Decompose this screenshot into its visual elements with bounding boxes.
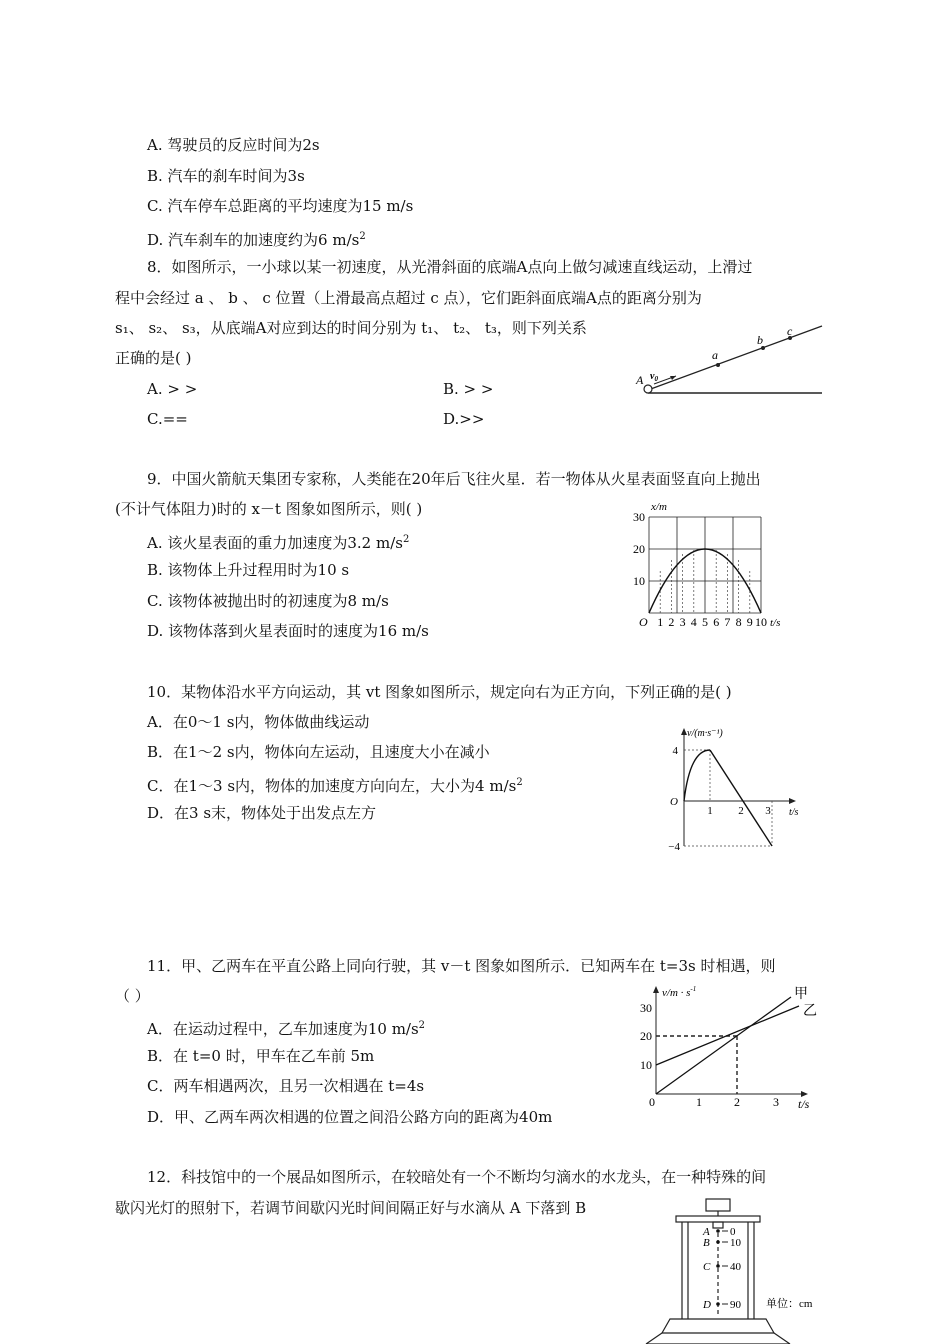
q7-option-d-sup: 2 bbox=[359, 231, 366, 242]
q12-stem-line2: 歇闪光灯的照射下，若调节间歇闪光时间间隔正好与水滴从 A 下落到 B bbox=[115, 1199, 587, 1217]
fig12-mark-10: 10 bbox=[730, 1237, 741, 1249]
fig11-ytick-10: 10 bbox=[640, 1058, 652, 1072]
fig8-label-b: b bbox=[757, 333, 763, 347]
fig12-point-C: C bbox=[703, 1261, 711, 1273]
q7-option-a: A. 驾驶员的反应时间为2s bbox=[147, 136, 320, 154]
q11-option-c: C．两车相遇两次，且另一次相遇在 t=4s bbox=[147, 1077, 425, 1095]
fig9-xtick-7: 7 bbox=[724, 615, 731, 629]
q11-option-a-sup: 2 bbox=[418, 1020, 426, 1031]
fig9-xtick-1: 1 bbox=[657, 615, 664, 629]
fig11-xtick-1: 1 bbox=[696, 1095, 702, 1109]
q11-option-a-text: A．在运动过程中，乙车加速度为10 m/s bbox=[147, 1020, 419, 1038]
fig10-ylabel: v/(m·s⁻¹) bbox=[687, 728, 723, 739]
fig12-point-D: D bbox=[703, 1299, 711, 1311]
fig10-ytick-4: 4 bbox=[672, 745, 678, 757]
q9-option-a-text: A. 该火星表面的重力加速度为3.2 m/s bbox=[147, 534, 403, 552]
fig12-mark-90: 90 bbox=[730, 1299, 741, 1311]
fig10-ytick-neg4: −4 bbox=[668, 841, 680, 853]
q9-stem-line1: 9．中国火箭航天集团专家称，人类能在20年后飞往火星．若一物体从火星表面竖直向上抛出 bbox=[147, 470, 761, 488]
fig8-label-v: v bbox=[650, 371, 655, 382]
q8-stem-line3: s₁、 s₂、 s₃，从底端A对应到达的时间分别为 t₁、 t₂、 t₃，则下列关系 bbox=[115, 319, 587, 337]
q12-dripping-faucet-figure bbox=[640, 1193, 840, 1344]
q7-option-d bbox=[147, 227, 366, 250]
jia-line bbox=[656, 997, 791, 1094]
q10-option-b: B．在1～2 s内，物体向左运动，且速度大小在减小 bbox=[147, 743, 490, 761]
fig11-ytick-30: 30 bbox=[640, 1001, 652, 1015]
q9-stem-line2: (不计气体阻力)时的 x－t 图象如图所示，则( ) bbox=[115, 500, 423, 518]
q9-option-a-sup: 2 bbox=[402, 534, 410, 545]
fig11-label-jia: 甲 bbox=[794, 987, 808, 1002]
fig9-ytick-20: 20 bbox=[633, 542, 645, 556]
fig9-ytick-30: 30 bbox=[633, 510, 645, 524]
fig8-label-A: A bbox=[636, 373, 644, 387]
fig12-mark-0: 0 bbox=[730, 1226, 736, 1238]
q9-option-a bbox=[147, 530, 409, 553]
q11-option-a bbox=[147, 1016, 425, 1039]
q9-option-c: C. 该物体被抛出时的初速度为8 m/s bbox=[147, 592, 389, 610]
q8-option-c: C.== bbox=[147, 410, 188, 428]
q9-option-b: B. 该物体上升过程用时为10 s bbox=[147, 561, 350, 579]
fig11-xtick-2: 2 bbox=[734, 1095, 740, 1109]
q10-option-a: A．在0～1 s内，物体做曲线运动 bbox=[147, 713, 370, 731]
fig9-xtick-2: 2 bbox=[668, 615, 675, 629]
q8-option-a: A. > > bbox=[147, 380, 198, 398]
fig8-label-c: c bbox=[787, 324, 793, 338]
fig10-xtick-2: 2 bbox=[738, 805, 744, 817]
q11-option-d: D．甲、乙两车两次相遇的位置之间沿公路方向的距离为40m bbox=[147, 1108, 553, 1126]
fig11-ylabel: v/m · s bbox=[662, 987, 691, 999]
fig9-xtick-8: 8 bbox=[735, 615, 742, 629]
fig9-ylabel: x/m bbox=[651, 501, 667, 513]
fig11-ylabel-sup: -1 bbox=[690, 985, 697, 993]
fig9-origin: O bbox=[639, 615, 648, 629]
fig9-xtick-5: 5 bbox=[702, 615, 708, 629]
q10-option-c bbox=[147, 773, 523, 796]
q9-option-d: D. 该物体落到火星表面时的速度为16 m/s bbox=[147, 622, 429, 640]
q11-option-b: B．在 t=0 时，甲车在乙车前 5m bbox=[147, 1047, 375, 1065]
svg-text:v0 bbox=[650, 371, 658, 383]
q10-stem: 10．某物体沿水平方向运动，其 vt 图象如图所示，规定向右为正方向，下列正确的是( ) bbox=[147, 683, 732, 701]
q7-option-b: B. 汽车的刹车时间为3s bbox=[147, 167, 305, 185]
fig9-xtick-3: 3 bbox=[679, 615, 686, 629]
q8-option-b: B. > > bbox=[443, 380, 494, 398]
q10-option-c-sup: 2 bbox=[516, 777, 523, 788]
fig10-xtick-3: 3 bbox=[765, 805, 771, 817]
fig10-origin: O bbox=[670, 796, 678, 808]
fig9-ytick-10: 10 bbox=[633, 574, 645, 588]
fig9-xtick-9: 9 bbox=[746, 615, 753, 629]
q8-option-d: D.>> bbox=[443, 410, 485, 428]
q11-stem-line1: 11．甲、乙两车在平直公路上同向行驶，其 v－t 图象如图所示．已知两车在 t=3s 时相遇，则 bbox=[147, 957, 776, 975]
q7-option-d-text: D. 汽车刹车的加速度约为6 m/s bbox=[147, 231, 360, 249]
fig9-xtick-4: 4 bbox=[690, 615, 697, 629]
q12-stem-line1: 12．科技馆中的一个展品如图所示，在较暗处有一个不断均匀滴水的水龙头，在一种特殊的间 bbox=[147, 1168, 767, 1186]
fig12-point-A: A bbox=[703, 1226, 710, 1238]
fig12-point-B: B bbox=[703, 1237, 710, 1249]
fig10-xlabel: t/s bbox=[789, 807, 799, 818]
fig11-ytick-20: 20 bbox=[640, 1029, 652, 1043]
fig9-xlabel: t/s bbox=[770, 617, 781, 629]
fig9-xtick-6: 6 bbox=[713, 615, 720, 629]
q8-incline-figure bbox=[630, 318, 830, 402]
fig9-xtick-10: 10 bbox=[755, 615, 767, 629]
fig8-label-a: a bbox=[712, 348, 718, 362]
fig12-mark-40: 40 bbox=[730, 1261, 741, 1273]
q11-stem-line2: （ ） bbox=[115, 987, 150, 1005]
q11-vt-graph bbox=[636, 982, 826, 1112]
q8-stem-line4: 正确的是( ) bbox=[115, 349, 192, 367]
q8-stem-line1: 8．如图所示，一小球以某一初速度，从光滑斜面的底端A点向上做匀减速直线运动，上滑过 bbox=[147, 258, 753, 276]
ball-icon bbox=[644, 385, 652, 393]
q9-xt-graph bbox=[625, 497, 795, 632]
fig10-xtick-1: 1 bbox=[707, 805, 713, 817]
fig12-unit: 单位：cm bbox=[766, 1298, 813, 1310]
fig11-xtick-3: 3 bbox=[773, 1095, 779, 1109]
q10-option-d: D．在3 s末，物体处于出发点左方 bbox=[147, 804, 377, 822]
q7-option-c: C. 汽车停车总距离的平均速度为15 m/s bbox=[147, 197, 414, 215]
fig11-xlabel: t/s bbox=[798, 1097, 810, 1111]
q10-vt-graph bbox=[660, 722, 810, 857]
fig8-label-v0-sub: 0 bbox=[654, 375, 658, 383]
q8-stem-line2: 程中会经过 a 、 b 、 c 位置（上滑最高点超过 c 点），它们距斜面底端A点的距离分别为 bbox=[115, 289, 702, 307]
fig11-label-yi: 乙 bbox=[803, 1004, 817, 1019]
fig11-origin: 0 bbox=[649, 1095, 655, 1109]
svg-text:v/m · s-1 bbox=[662, 985, 696, 999]
q10-option-c-text: C．在1～3 s内，物体的加速度方向向左，大小为4 m/s bbox=[147, 777, 517, 795]
